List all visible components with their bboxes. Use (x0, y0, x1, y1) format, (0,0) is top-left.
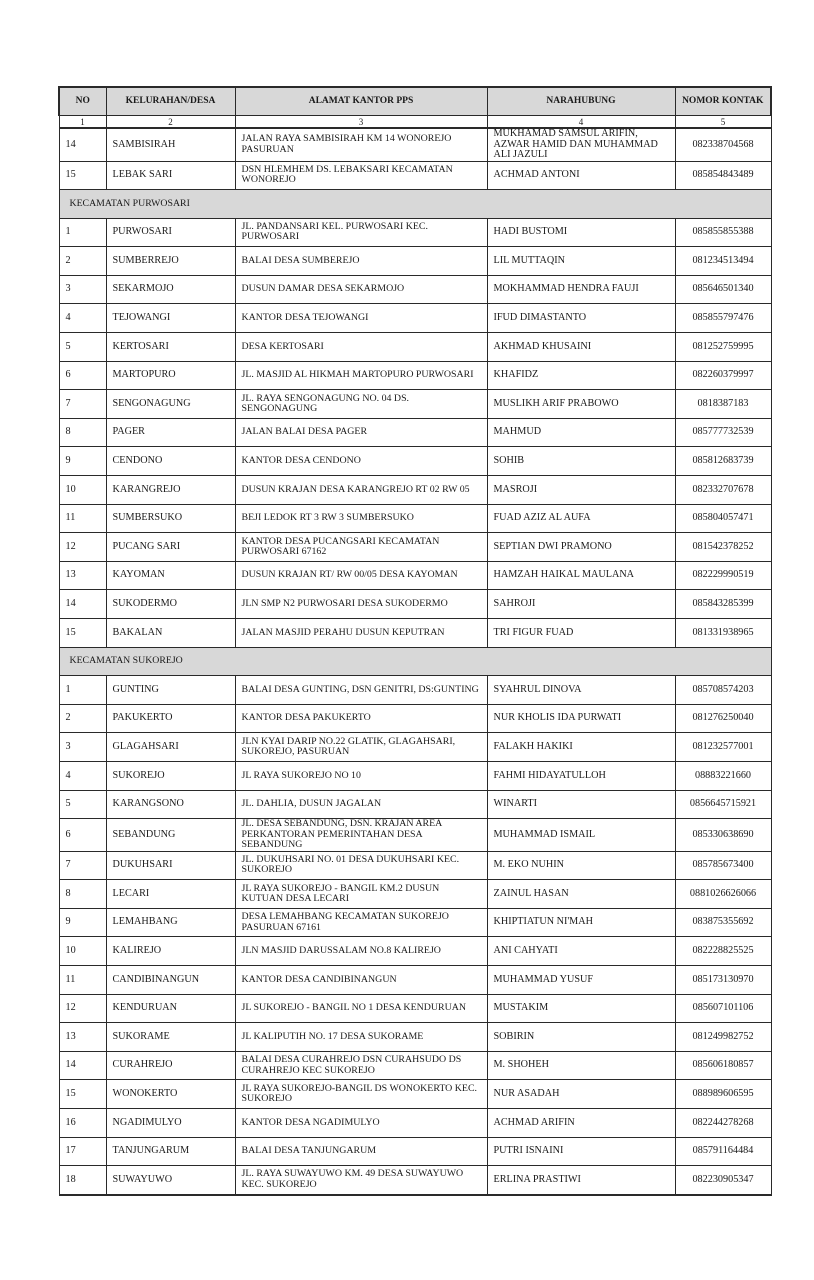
cell-alamat: DSN HLEMHEM DS. LEBAKSARI KECAMATAN WONOREJO (235, 161, 487, 190)
section-row (59, 190, 771, 219)
cell-kontak: 083875355692 (675, 908, 771, 937)
cell-narahubung: FAHMI HIDAYATULLOH (487, 761, 675, 790)
cell-narahubung: HADI BUSTOMI (487, 218, 675, 247)
cell-no: 2 (59, 704, 106, 733)
cell-desa: SUMBERREJO (106, 247, 235, 276)
cell-alamat: DESA KERTOSARI (235, 333, 487, 362)
cell-narahubung: LIL MUTTAQIN (487, 247, 675, 276)
cell-desa: SUWAYUWO (106, 1166, 235, 1195)
cell-desa: PUCANG SARI (106, 533, 235, 562)
cell-alamat: JL. DAHLIA, DUSUN JAGALAN (235, 790, 487, 819)
cell-narahubung: HAMZAH HAIKAL MAULANA (487, 561, 675, 590)
cell-alamat: JLN MASJID DARUSSALAM NO.8 KALIREJO (235, 937, 487, 966)
table-row (59, 304, 771, 333)
cell-desa: LECARI (106, 880, 235, 909)
cell-desa: GUNTING (106, 676, 235, 705)
table-row (59, 218, 771, 247)
cell-no: 15 (59, 1080, 106, 1109)
cell-desa: GLAGAHSARI (106, 733, 235, 762)
cell-narahubung: SYAHRUL DINOVA (487, 676, 675, 705)
table-row (59, 1051, 771, 1080)
cell-alamat: JL. DESA SEBANDUNG, DSN. KRAJAN AREA PERKANTORAN PEMERINTAHAN DESA SEBANDUNG (235, 819, 487, 852)
table-row (59, 819, 771, 852)
cell-no: 15 (59, 619, 106, 648)
cell-alamat: BALAI DESA SUMBEREJO (235, 247, 487, 276)
cell-desa: CENDONO (106, 447, 235, 476)
cell-desa: SENGONAGUNG (106, 390, 235, 419)
cell-desa: SUMBERSUKO (106, 504, 235, 533)
cell-alamat: KANTOR DESA NGADIMULYO (235, 1109, 487, 1138)
cell-narahubung: MAHMUD (487, 418, 675, 447)
table-row (59, 704, 771, 733)
table-row (59, 128, 771, 161)
cell-no: 5 (59, 790, 106, 819)
cell-no: 12 (59, 533, 106, 562)
cell-narahubung: MASROJI (487, 476, 675, 505)
cell-alamat: KANTOR DESA CENDONO (235, 447, 487, 476)
header-row (59, 87, 771, 116)
section-title: KECAMATAN SUKOREJO (59, 647, 771, 676)
table-row (59, 361, 771, 390)
cell-no: 8 (59, 880, 106, 909)
table-row (59, 476, 771, 505)
cell-no: 9 (59, 447, 106, 476)
table-row (59, 1166, 771, 1195)
cell-narahubung: WINARTI (487, 790, 675, 819)
cell-alamat: DUSUN DAMAR DESA SEKARMOJO (235, 275, 487, 304)
cell-no: 13 (59, 561, 106, 590)
header-alamat: ALAMAT KANTOR PPS (235, 87, 487, 116)
table-row (59, 790, 771, 819)
cell-kontak: 085804057471 (675, 504, 771, 533)
table-row (59, 418, 771, 447)
cell-no: 5 (59, 333, 106, 362)
table-row (59, 590, 771, 619)
table-row (59, 1080, 771, 1109)
cell-narahubung: AKHMAD KHUSAINI (487, 333, 675, 362)
table-row (59, 851, 771, 880)
table-body (59, 128, 771, 1195)
cell-no: 3 (59, 275, 106, 304)
cell-no: 15 (59, 161, 106, 190)
cell-narahubung: M. EKO NUHIN (487, 851, 675, 880)
cell-no: 14 (59, 1051, 106, 1080)
column-number-row (59, 116, 771, 129)
cell-desa: LEBAK SARI (106, 161, 235, 190)
cell-kontak: 081234513494 (675, 247, 771, 276)
cell-kontak: 085777732539 (675, 418, 771, 447)
cell-kontak: 085812683739 (675, 447, 771, 476)
cell-kontak: 081232577001 (675, 733, 771, 762)
cell-alamat: JLN KYAI DARIP NO.22 GLATIK, GLAGAHSARI, SUKOREJO, PASURUAN (235, 733, 487, 762)
cell-desa: SEBANDUNG (106, 819, 235, 852)
cell-narahubung: MUHAMMAD ISMAIL (487, 819, 675, 852)
cell-no: 17 (59, 1137, 106, 1166)
cell-desa: KAYOMAN (106, 561, 235, 590)
cell-narahubung: IFUD DIMASTANTO (487, 304, 675, 333)
cell-no: 6 (59, 819, 106, 852)
cell-no: 12 (59, 994, 106, 1023)
table-row (59, 561, 771, 590)
cell-narahubung: ANI CAHYATI (487, 937, 675, 966)
cell-desa: KALIREJO (106, 937, 235, 966)
cell-kontak: 0818387183 (675, 390, 771, 419)
cell-desa: SUKOREJO (106, 761, 235, 790)
cell-alamat: JL RAYA SUKOREJO NO 10 (235, 761, 487, 790)
cell-no: 13 (59, 1023, 106, 1052)
header-no: NO (59, 87, 106, 116)
document-page (58, 86, 770, 1196)
pps-office-table (58, 86, 772, 1196)
cell-narahubung: MUHAMMAD YUSUF (487, 966, 675, 995)
table-row (59, 1109, 771, 1138)
cell-narahubung: FALAKH HAKIKI (487, 733, 675, 762)
cell-alamat: JLN SMP N2 PURWOSARI DESA SUKODERMO (235, 590, 487, 619)
cell-narahubung: SOBIRIN (487, 1023, 675, 1052)
cell-desa: MARTOPURO (106, 361, 235, 390)
cell-kontak: 0856645715921 (675, 790, 771, 819)
cell-alamat: DESA LEMAHBANG KECAMATAN SUKOREJO PASURUAN 67161 (235, 908, 487, 937)
table-row (59, 447, 771, 476)
table-row (59, 880, 771, 909)
cell-desa: SUKODERMO (106, 590, 235, 619)
cell-kontak: 082244278268 (675, 1109, 771, 1138)
cell-desa: TEJOWANGI (106, 304, 235, 333)
table-row (59, 275, 771, 304)
cell-no: 9 (59, 908, 106, 937)
cell-narahubung: SEPTIAN DWI PRAMONO (487, 533, 675, 562)
section-row (59, 647, 771, 676)
header-narahubung: NARAHUBUNG (487, 87, 675, 116)
cell-narahubung: MOKHAMMAD HENDRA FAUJI (487, 275, 675, 304)
cell-alamat: JL. RAYA SUWAYUWO KM. 49 DESA SUWAYUWO KEC. SUKOREJO (235, 1166, 487, 1195)
cell-no: 14 (59, 590, 106, 619)
cell-alamat: JL KALIPUTIH NO. 17 DESA SUKORAME (235, 1023, 487, 1052)
cell-no: 14 (59, 128, 106, 161)
cell-alamat: BEJI LEDOK RT 3 RW 3 SUMBERSUKO (235, 504, 487, 533)
cell-narahubung: ERLINA PRASTIWI (487, 1166, 675, 1195)
cell-kontak: 082332707678 (675, 476, 771, 505)
cell-narahubung: FUAD AZIZ AL AUFA (487, 504, 675, 533)
cell-kontak: 085855797476 (675, 304, 771, 333)
cell-no: 4 (59, 304, 106, 333)
cell-no: 7 (59, 851, 106, 880)
cell-no: 3 (59, 733, 106, 762)
cell-kontak: 085173130970 (675, 966, 771, 995)
cell-narahubung: MUSTAKIM (487, 994, 675, 1023)
cell-kontak: 088989606595 (675, 1080, 771, 1109)
table-row (59, 333, 771, 362)
cell-no: 11 (59, 966, 106, 995)
cell-alamat: JL RAYA SUKOREJO-BANGIL DS WONOKERTO KEC. SUKOREJO (235, 1080, 487, 1109)
cell-desa: KENDURUAN (106, 994, 235, 1023)
cell-kontak: 081542378252 (675, 533, 771, 562)
cell-no: 16 (59, 1109, 106, 1138)
cell-kontak: 085330638690 (675, 819, 771, 852)
table-row (59, 966, 771, 995)
table-row (59, 1023, 771, 1052)
cell-no: 1 (59, 218, 106, 247)
cell-desa: KARANGSONO (106, 790, 235, 819)
cell-alamat: BALAI DESA CURAHREJO DSN CURAHSUDO DS CURAHREJO KEC SUKOREJO (235, 1051, 487, 1080)
cell-alamat: JL. MASJID AL HIKMAH MARTOPURO PURWOSARI (235, 361, 487, 390)
cell-alamat: KANTOR DESA PUCANGSARI KECAMATAN PURWOSARI 67162 (235, 533, 487, 562)
cell-kontak: 082228825525 (675, 937, 771, 966)
cell-kontak: 081276250040 (675, 704, 771, 733)
cell-alamat: DUSUN KRAJAN RT/ RW 00/05 DESA KAYOMAN (235, 561, 487, 590)
cell-narahubung: NUR ASADAH (487, 1080, 675, 1109)
cell-narahubung: M. SHOHEH (487, 1051, 675, 1080)
cell-alamat: JL. DUKUHSARI NO. 01 DESA DUKUHSARI KEC. SUKOREJO (235, 851, 487, 880)
cell-alamat: JALAN RAYA SAMBISIRAH KM 14 WONOREJO PASURUAN (235, 128, 487, 161)
cell-narahubung: KHAFIDZ (487, 361, 675, 390)
table-row (59, 1137, 771, 1166)
cell-narahubung: MUSLIKH ARIF PRABOWO (487, 390, 675, 419)
column-number: 3 (235, 116, 487, 129)
column-number: 5 (675, 116, 771, 129)
header-kelurahan: KELURAHAN/DESA (106, 87, 235, 116)
cell-kontak: 082230905347 (675, 1166, 771, 1195)
cell-desa: NGADIMULYO (106, 1109, 235, 1138)
table-row (59, 504, 771, 533)
cell-alamat: JALAN BALAI DESA PAGER (235, 418, 487, 447)
cell-no: 10 (59, 937, 106, 966)
cell-desa: WONOKERTO (106, 1080, 235, 1109)
cell-desa: PAGER (106, 418, 235, 447)
cell-alamat: JL SUKOREJO - BANGIL NO 1 DESA KENDURUAN (235, 994, 487, 1023)
cell-kontak: 085843285399 (675, 590, 771, 619)
cell-narahubung: KHIPTIATUN NI'MAH (487, 908, 675, 937)
cell-no: 10 (59, 476, 106, 505)
cell-kontak: 085607101106 (675, 994, 771, 1023)
cell-alamat: JL. RAYA SENGONAGUNG NO. 04 DS. SENGONAGUNG (235, 390, 487, 419)
table-row (59, 390, 771, 419)
cell-narahubung: NUR KHOLIS IDA PURWATI (487, 704, 675, 733)
column-number: 2 (106, 116, 235, 129)
cell-desa: KARANGREJO (106, 476, 235, 505)
cell-kontak: 085708574203 (675, 676, 771, 705)
cell-desa: TANJUNGARUM (106, 1137, 235, 1166)
table-row (59, 908, 771, 937)
cell-narahubung: ZAINUL HASAN (487, 880, 675, 909)
cell-alamat: KANTOR DESA PAKUKERTO (235, 704, 487, 733)
table-row (59, 161, 771, 190)
cell-no: 2 (59, 247, 106, 276)
cell-kontak: 081252759995 (675, 333, 771, 362)
cell-kontak: 085646501340 (675, 275, 771, 304)
cell-alamat: BALAI DESA GUNTING, DSN GENITRI, DS:GUNTING (235, 676, 487, 705)
header-kontak: NOMOR KONTAK (675, 87, 771, 116)
cell-narahubung: TRI FIGUR FUAD (487, 619, 675, 648)
cell-desa: BAKALAN (106, 619, 235, 648)
cell-desa: PAKUKERTO (106, 704, 235, 733)
cell-no: 7 (59, 390, 106, 419)
cell-alamat: KANTOR DESA TEJOWANGI (235, 304, 487, 333)
cell-narahubung: ACHMAD ANTONI (487, 161, 675, 190)
column-number: 1 (59, 116, 106, 129)
cell-no: 18 (59, 1166, 106, 1195)
cell-no: 8 (59, 418, 106, 447)
cell-narahubung: ACHMAD ARIFIN (487, 1109, 675, 1138)
cell-alamat: JALAN MASJID PERAHU DUSUN KEPUTRAN (235, 619, 487, 648)
cell-kontak: 081331938965 (675, 619, 771, 648)
cell-narahubung: SOHIB (487, 447, 675, 476)
cell-no: 11 (59, 504, 106, 533)
cell-narahubung: PUTRI ISNAINI (487, 1137, 675, 1166)
cell-alamat: KANTOR DESA CANDIBINANGUN (235, 966, 487, 995)
cell-kontak: 08883221660 (675, 761, 771, 790)
cell-alamat: DUSUN KRAJAN DESA KARANGREJO RT 02 RW 05 (235, 476, 487, 505)
cell-kontak: 085855855388 (675, 218, 771, 247)
cell-kontak: 082229990519 (675, 561, 771, 590)
cell-kontak: 082260379997 (675, 361, 771, 390)
table-row (59, 937, 771, 966)
table-row (59, 994, 771, 1023)
table-row (59, 619, 771, 648)
cell-no: 1 (59, 676, 106, 705)
cell-desa: LEMAHBANG (106, 908, 235, 937)
cell-kontak: 0881026626066 (675, 880, 771, 909)
table-row (59, 533, 771, 562)
cell-desa: CANDIBINANGUN (106, 966, 235, 995)
cell-narahubung: SAHROJI (487, 590, 675, 619)
cell-kontak: 085854843489 (675, 161, 771, 190)
cell-desa: SAMBISIRAH (106, 128, 235, 161)
table-row (59, 761, 771, 790)
cell-desa: KERTOSARI (106, 333, 235, 362)
column-number: 4 (487, 116, 675, 129)
cell-kontak: 085791164484 (675, 1137, 771, 1166)
cell-kontak: 082338704568 (675, 128, 771, 161)
cell-no: 6 (59, 361, 106, 390)
cell-alamat: JL RAYA SUKOREJO - BANGIL KM.2 DUSUN KUTUAN DESA LECARI (235, 880, 487, 909)
table-row (59, 676, 771, 705)
cell-alamat: BALAI DESA TANJUNGARUM (235, 1137, 487, 1166)
cell-desa: SEKARMOJO (106, 275, 235, 304)
table-row (59, 247, 771, 276)
cell-narahubung: MUKHAMAD SAMSUL ARIFIN, AZWAR HAMID DAN MUHAMMAD ALI JAZULI (487, 128, 675, 161)
cell-desa: CURAHREJO (106, 1051, 235, 1080)
cell-no: 4 (59, 761, 106, 790)
cell-desa: PURWOSARI (106, 218, 235, 247)
cell-alamat: JL. PANDANSARI KEL. PURWOSARI KEC. PURWOSARI (235, 218, 487, 247)
cell-desa: DUKUHSARI (106, 851, 235, 880)
cell-kontak: 085606180857 (675, 1051, 771, 1080)
section-title: KECAMATAN PURWOSARI (59, 190, 771, 219)
cell-kontak: 081249982752 (675, 1023, 771, 1052)
table-row (59, 733, 771, 762)
cell-desa: SUKORAME (106, 1023, 235, 1052)
cell-kontak: 085785673400 (675, 851, 771, 880)
